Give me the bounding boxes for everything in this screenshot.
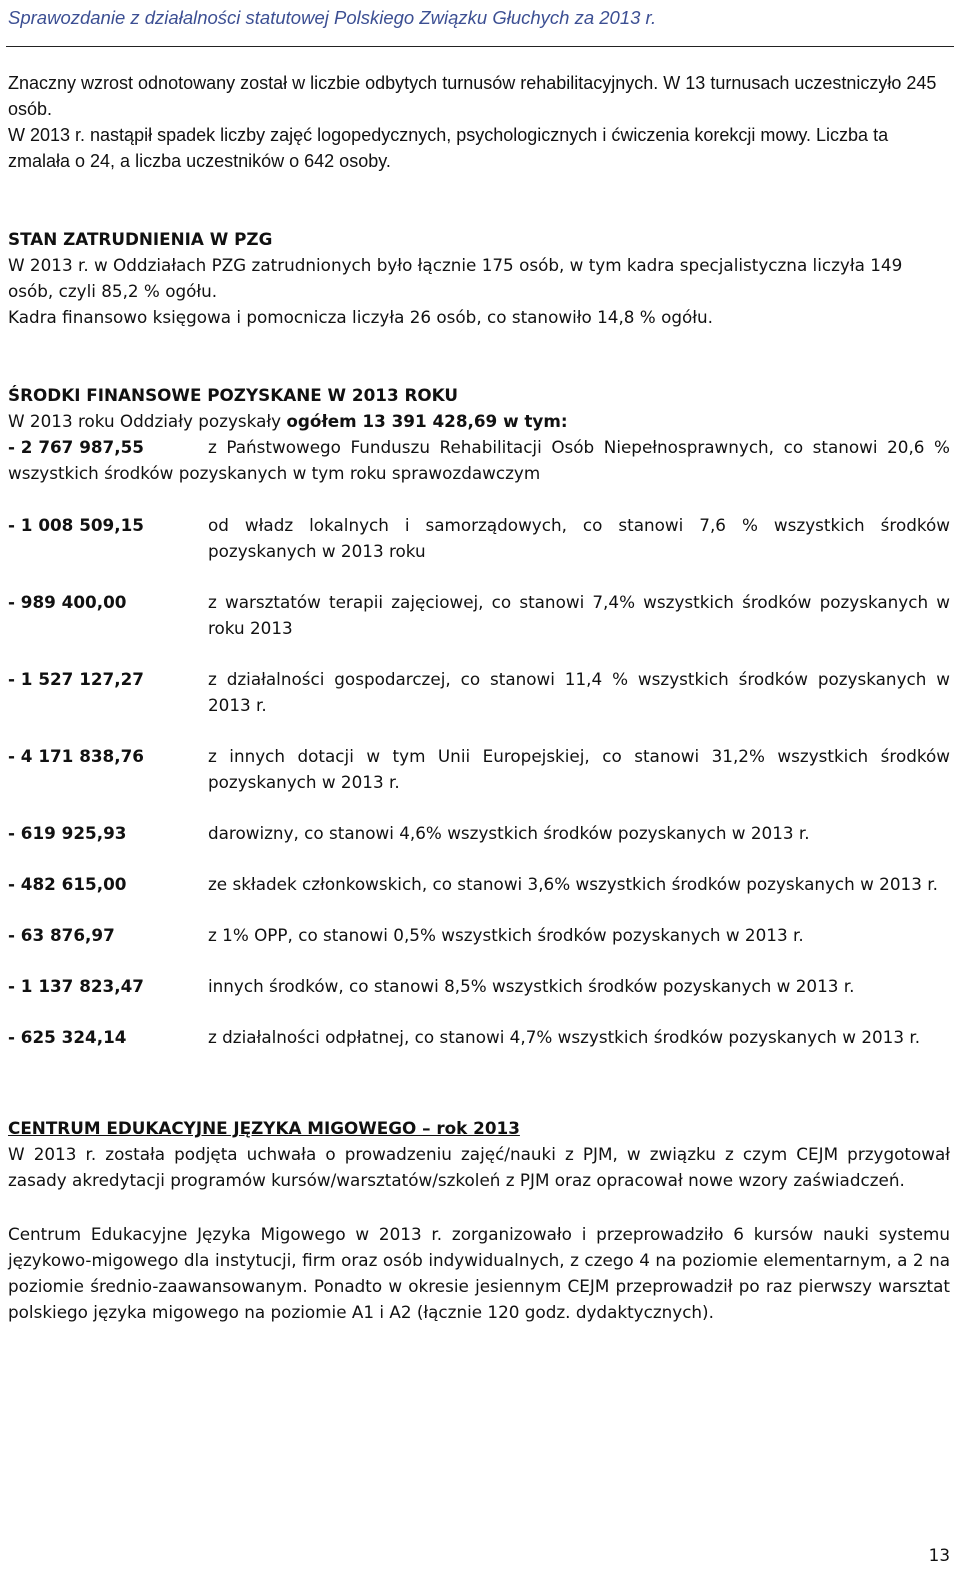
employment-title: STAN ZATRUDNIENIA W PZG — [8, 229, 273, 249]
funds-first-desc: z Państwowego Funduszu Rehabilitacji Osób Niepełnosprawnych, co stanowi 20,6 % wszystkich środków pozyskanych w tym roku sprawozdawczym — [8, 437, 950, 483]
page-number: 13 — [928, 1545, 950, 1565]
funds-intro-plain: W 2013 roku Oddziały pozyskały — [8, 411, 287, 431]
funds-item — [8, 871, 950, 897]
funds-item-desc: innych środków, co stanowi 8,5% wszystkich środków pozyskanych w 2013 r. — [208, 976, 855, 996]
funds-item-amount: - 4 171 838,76 — [8, 746, 144, 766]
funds-item-amount: - 63 876,97 — [8, 925, 115, 945]
employment-paragraph-1: W 2013 r. w Oddziałach PZG zatrudnionych było łącznie 175 osób, w tym kadra specjalistyczna liczyła 149 osób, czyli 85,2 % ogółu. — [8, 255, 903, 301]
employment-paragraph-2: Kadra finansowo księgowa i pomocnicza liczyła 26 osób, co stanowiło 14,8 % ogółu. — [8, 307, 714, 327]
funds-item-amount: - 989 400,00 — [8, 592, 127, 612]
funds-item-desc: ze składek członkowskich, co stanowi 3,6% wszystkich środków pozyskanych w 2013 r. — [208, 874, 938, 894]
funds-item-amount: - 625 324,14 — [8, 1027, 127, 1047]
funds-first-item — [8, 434, 950, 486]
funds-item — [8, 1024, 950, 1050]
funds-item — [8, 743, 950, 795]
funds-intro-total: ogółem 13 391 428,69 w tym: — [286, 411, 568, 431]
funds-first-amount: - 2 767 987,55 — [8, 437, 144, 457]
intro-paragraph-2: W 2013 r. nastąpił spadek liczby zajęć logopedycznych, psychologicznych i ćwiczenia korekcji mowy. Liczba ta zmalała o 24, a liczba uczestników o 642 osoby. — [8, 125, 889, 171]
funds-item-desc: z 1% OPP, co stanowi 0,5% wszystkich środków pozyskanych w 2013 r. — [208, 925, 804, 945]
funds-item — [8, 922, 950, 948]
funds-item-desc: z działalności gospodarczej, co stanowi 11,4 % wszystkich środków pozyskanych w 2013 r. — [208, 669, 950, 715]
funds-item-amount: - 1 527 127,27 — [8, 669, 144, 689]
header-title: Sprawozdanie z działalności statutowej Polskiego Związku Głuchych za 2013 r. — [8, 7, 657, 28]
funds-item-desc: z warsztatów terapii zajęciowej, co stanowi 7,4% wszystkich środków pozyskanych w roku 2013 — [208, 592, 950, 638]
funds-item-desc: z działalności odpłatnej, co stanowi 4,7% wszystkich środków pozyskanych w 2013 r. — [208, 1027, 921, 1047]
cejm-paragraph-1: W 2013 r. została podjęta uchwała o prowadzeniu zajęć/nauki z PJM, w związku z czym CEJM przygotował zasady akredytacji programów kursów/warsztatów/szkoleń z PJM oraz opracował nowe wzory zaświadczeń. — [8, 1144, 950, 1190]
cejm-title: CENTRUM EDUKACYJNE JĘZYKA MIGOWEGO – rok 2013 — [8, 1118, 520, 1138]
cejm-paragraph-2: Centrum Edukacyjne Języka Migowego w 2013 r. zorganizowało i przeprowadziło 6 kursów nauki systemu językowo-migowego dla instytucji, firm oraz osób indywidualnych, z czego 4 na poziomie elementarnym, a 2 na poziomie średnio-zaawansowanym. Ponadto w okresie jesiennym CEJM przeprowadził po raz pierwszy warsztat polskiego języka migowego na poziomie A1 i A2 (łącznie 120 godz. dydaktycznych). — [8, 1224, 950, 1322]
funds-item-amount: - 619 925,93 — [8, 823, 127, 843]
funds-title: ŚRODKI FINANSOWE POZYSKANE W 2013 ROKU — [8, 385, 458, 405]
funds-item — [8, 512, 950, 564]
funds-item-amount: - 1 008 509,15 — [8, 515, 144, 535]
funds-intro — [8, 408, 950, 434]
intro-paragraph-1: Znaczny wzrost odnotowany został w liczbie odbytych turnusów rehabilitacyjnych. W 13 turnusach uczestniczyło 245 osób. — [8, 73, 937, 119]
funds-item-amount: - 1 137 823,47 — [8, 976, 144, 996]
funds-item-desc: z innych dotacji w tym Unii Europejskiej, co stanowi 31,2% wszystkich środków pozyskanych w 2013 r. — [208, 746, 950, 792]
funds-item — [8, 820, 950, 846]
funds-item-amount: - 482 615,00 — [8, 874, 127, 894]
page-header — [6, 0, 954, 47]
funds-item — [8, 589, 950, 641]
funds-item-desc: darowizny, co stanowi 4,6% wszystkich środków pozyskanych w 2013 r. — [208, 823, 810, 843]
funds-item — [8, 666, 950, 718]
funds-item-desc: od władz lokalnych i samorządowych, co stanowi 7,6 % wszystkich środków pozyskanych w 2013 roku — [208, 515, 950, 561]
funds-item — [8, 973, 950, 999]
document-body — [8, 70, 950, 1325]
